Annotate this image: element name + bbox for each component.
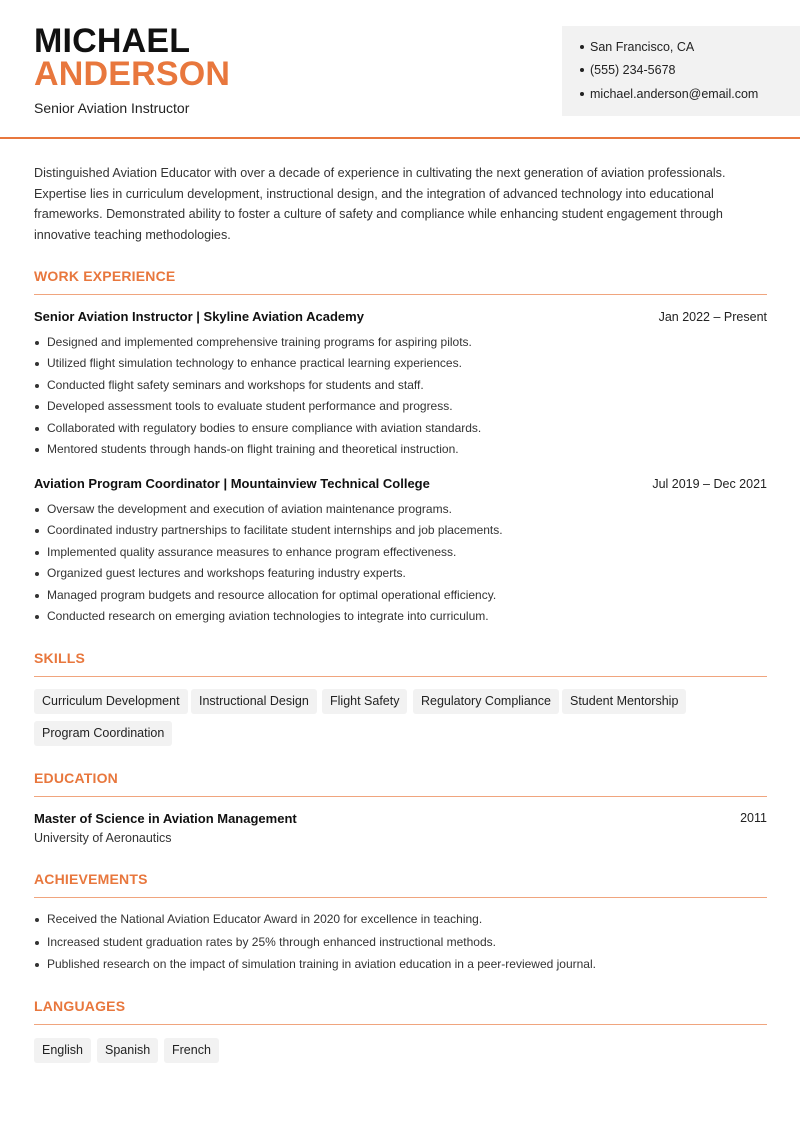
job-bullet: Coordinated industry partnerships to facilitate student internships and job placements.: [34, 522, 503, 543]
job-bullets: [34, 501, 503, 629]
school-name: University of Aeronautics: [34, 831, 172, 845]
bullet-dot: [580, 45, 584, 49]
contact-phone: [580, 62, 675, 78]
job-bullet: Oversaw the development and execution of aviation maintenance programs.: [34, 501, 503, 522]
achievement-bullets: [34, 911, 596, 979]
section-divider: [34, 1024, 767, 1025]
skill-chip: Student Mentorship: [562, 689, 686, 714]
achievement-item: Increased student graduation rates by 25% through enhanced instructional methods.: [34, 934, 596, 957]
skill-chip: Flight Safety: [322, 689, 407, 714]
language-chip: French: [164, 1038, 219, 1063]
skill-chip: Regulatory Compliance: [413, 689, 559, 714]
section-divider: [34, 796, 767, 797]
section-divider: [34, 897, 767, 898]
job-bullet: Managed program budgets and resource allocation for optimal operational efficiency.: [34, 587, 503, 608]
skill-chip: Curriculum Development: [34, 689, 188, 714]
skill-chip: Instructional Design: [191, 689, 317, 714]
bullet-dot: [580, 92, 584, 96]
section-title-achievements: ACHIEVEMENTS: [34, 871, 148, 887]
contact-box: [562, 26, 800, 116]
resume-header: [0, 0, 800, 139]
section-title-education: EDUCATION: [34, 770, 118, 786]
job-bullet: Developed assessment tools to evaluate student performance and progress.: [34, 398, 481, 419]
bullet-dot: [580, 68, 584, 72]
job-role: Senior Aviation Instructor | Skyline Aviation Academy: [34, 309, 364, 324]
job-dates: Jan 2022 – Present: [658, 310, 767, 324]
section-title-skills: SKILLS: [34, 650, 85, 666]
graduation-year: 2011: [740, 811, 767, 825]
job-bullet: Implemented quality assurance measures to enhance program effectiveness.: [34, 544, 503, 565]
section-title-work-experience: WORK EXPERIENCE: [34, 268, 176, 284]
job-bullet: Organized guest lectures and workshops featuring industry experts.: [34, 565, 503, 586]
last-name: ANDERSON: [34, 55, 231, 93]
section-title-languages: LANGUAGES: [34, 998, 126, 1014]
job-bullet: Utilized flight simulation technology to enhance practical learning experiences.: [34, 355, 481, 376]
skill-chip: Program Coordination: [34, 721, 172, 746]
contact-location: [580, 39, 694, 55]
professional-summary: Distinguished Aviation Educator with over a decade of experience in cultivating the next generation of aviation professionals. Expertise lies in curriculum development, instructional design, and the integration of advanced technology into educational frameworks. Demonstrated ability to foster a culture of safety and compliance while enhancing student engagement through innovative teaching methodologies.: [34, 166, 726, 243]
section-divider: [34, 676, 767, 677]
first-name: MICHAEL: [34, 22, 191, 60]
achievement-item: Received the National Aviation Educator Award in 2020 for excellence in teaching.: [34, 911, 596, 934]
job-bullet: Mentored students through hands-on flight training and theoretical instruction.: [34, 441, 481, 462]
section-divider: [34, 294, 767, 295]
contact-email-text[interactable]: michael.anderson@email.com: [590, 87, 759, 101]
contact-phone-text: (555) 234-5678: [590, 63, 676, 77]
job-title: Senior Aviation Instructor: [34, 100, 190, 116]
degree-title: Master of Science in Aviation Management: [34, 811, 297, 826]
job-bullet: Designed and implemented comprehensive training programs for aspiring pilots.: [34, 334, 481, 355]
job-bullet: Collaborated with regulatory bodies to ensure compliance with aviation standards.: [34, 420, 481, 441]
job-role: Aviation Program Coordinator | Mountainview Technical College: [34, 476, 430, 491]
job-dates: Jul 2019 – Dec 2021: [652, 477, 767, 491]
contact-email[interactable]: [580, 86, 758, 102]
achievement-item: Published research on the impact of simulation training in aviation education in a peer-reviewed journal.: [34, 956, 596, 979]
language-chip: Spanish: [97, 1038, 158, 1063]
job-bullets: [34, 334, 481, 462]
language-chip: English: [34, 1038, 91, 1063]
contact-location-text: San Francisco, CA: [590, 40, 695, 54]
job-bullet: Conducted flight safety seminars and workshops for students and staff.: [34, 377, 481, 398]
job-bullet: Conducted research on emerging aviation technologies to integrate into curriculum.: [34, 608, 503, 629]
